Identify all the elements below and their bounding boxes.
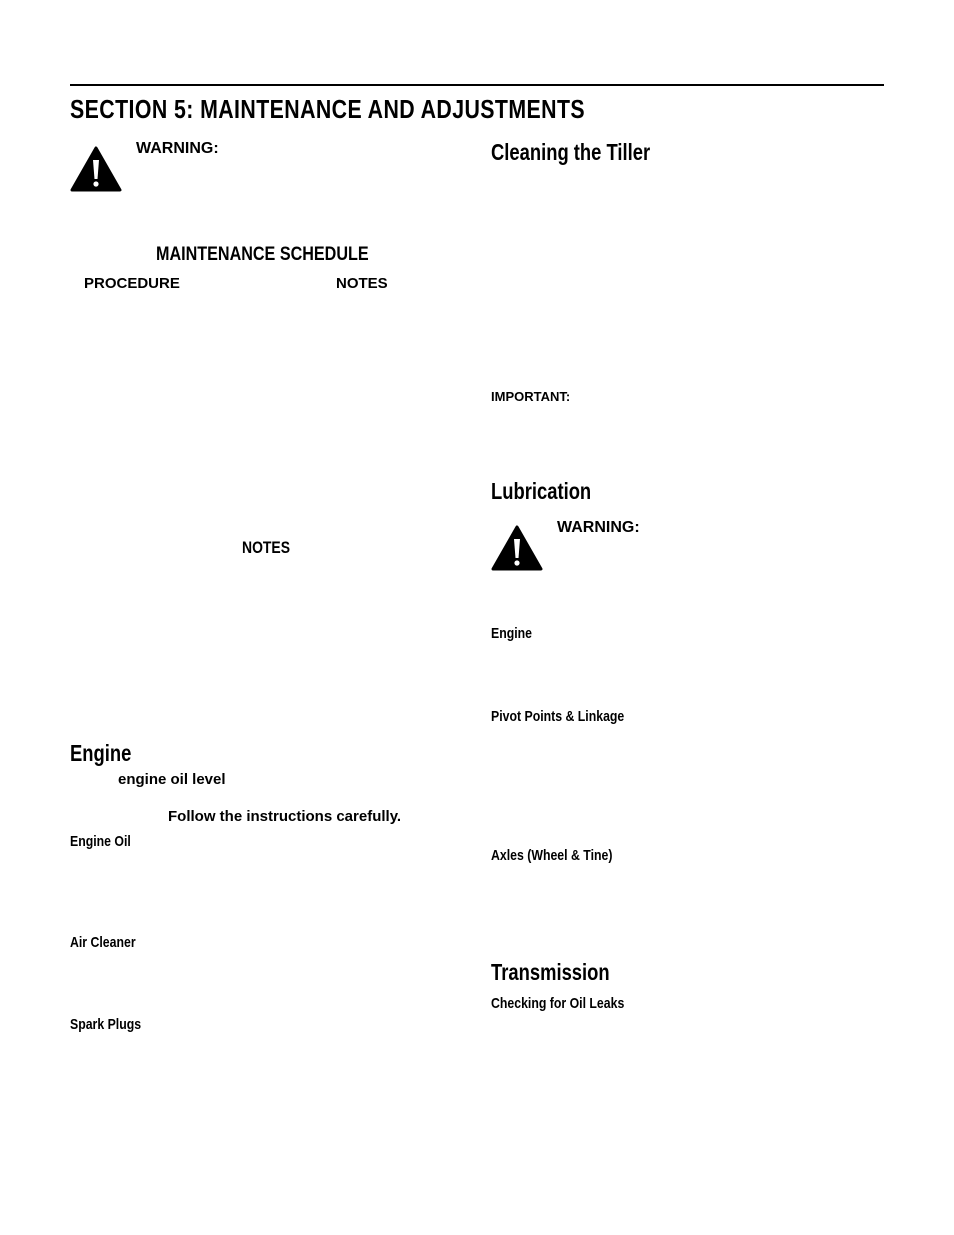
spark-plugs-subheading: Spark Plugs	[70, 1016, 142, 1033]
axles-subheading: Axles (Wheel & Tine)	[491, 847, 613, 864]
notes-heading: NOTES	[242, 538, 291, 557]
warning-label: WARNING:	[136, 140, 219, 157]
engine-oil-subheading: Engine Oil	[70, 833, 131, 850]
section-title: SECTION 5: MAINTENANCE AND ADJUSTMENTS	[70, 94, 586, 124]
column-header-notes: NOTES	[336, 275, 388, 292]
warning-triangle-icon	[70, 146, 122, 192]
lubrication-heading: Lubrication	[491, 478, 592, 504]
oil-leaks-subheading: Checking for Oil Leaks	[491, 995, 625, 1012]
lubrication-engine-subheading: Engine	[491, 625, 533, 642]
pivot-points-subheading: Pivot Points & Linkage	[491, 708, 625, 725]
cleaning-tiller-heading: Cleaning the Tiller	[491, 139, 651, 165]
lubrication-warning-label: WARNING:	[557, 519, 640, 536]
follow-instructions-text: Follow the instructions carefully.	[168, 808, 402, 825]
warning-triangle-icon	[491, 525, 543, 571]
air-cleaner-subheading: Air Cleaner	[70, 934, 136, 951]
top-rule	[70, 84, 884, 86]
engine-oil-level-text: engine oil level	[118, 771, 226, 788]
maintenance-schedule-title: MAINTENANCE SCHEDULE	[156, 244, 369, 265]
engine-heading: Engine	[70, 740, 132, 766]
transmission-heading: Transmission	[491, 959, 610, 985]
column-header-procedure: PROCEDURE	[84, 275, 180, 292]
important-label: IMPORTANT:	[491, 389, 571, 404]
